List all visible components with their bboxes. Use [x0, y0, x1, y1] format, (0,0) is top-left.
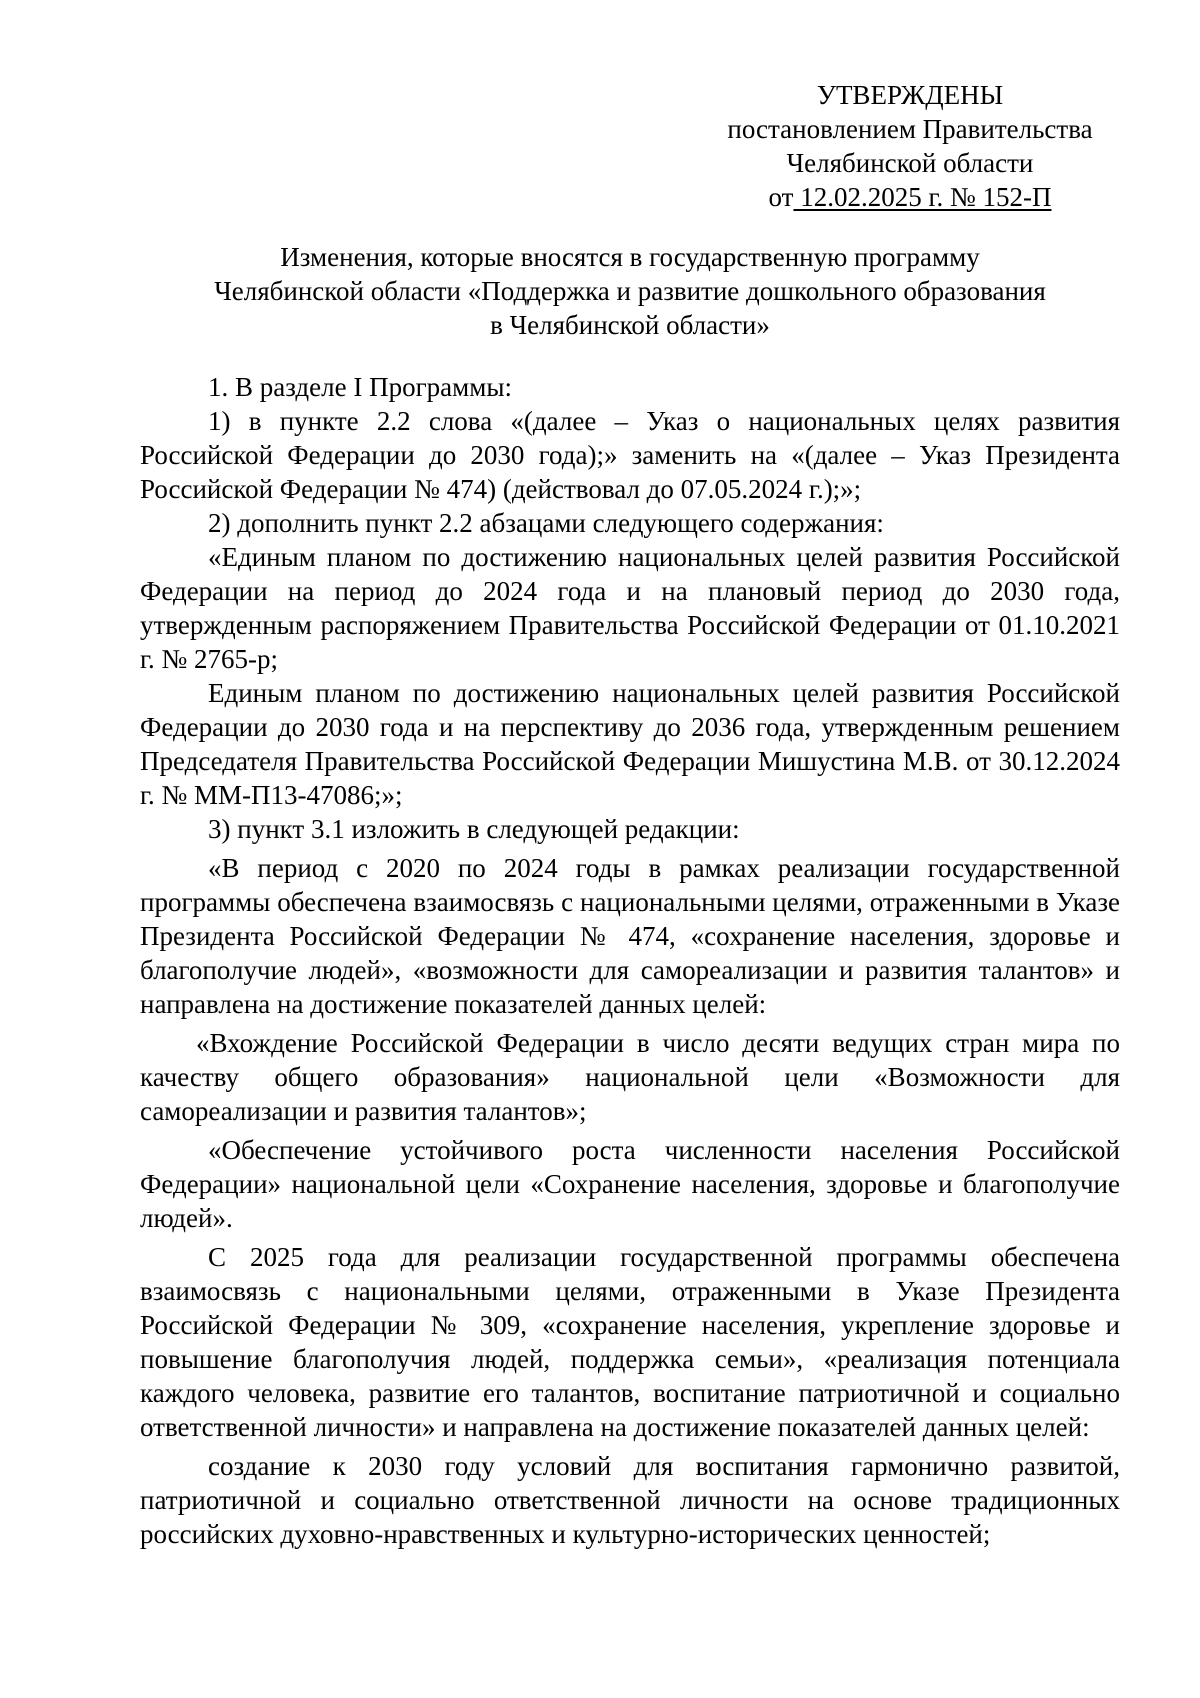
- approval-date-prefix: от: [768, 182, 794, 212]
- approval-stamp: [700, 78, 1120, 214]
- paragraph-since-2025: С 2025 года для реализации государственной программы обеспечена взаимосвязь с национальными целями, отраженными в Указе Президента Российской Федерации № 309, «сохранение населения, укрепление здоровье и повышение благополучия людей, поддержка семьи», «реализация потенциала каждого человека, развитие его талантов, воспитание патриотичной и социально ответственной личности» и направлена на достижение показателей данных целей:: [140, 1242, 1120, 1442]
- paragraph-quote-plan-2024: «Единым планом по достижению национальных целей развития Российской Федерации на период до 2024 года и на плановый период до 2030 года, утвержденным распоряжением Правительства Российской Федерации от 01.10.2021 г. № 2765-р;: [140, 542, 1120, 674]
- paragraph-quote-plan-2030: Единым планом по достижению национальных целей развития Российской Федерации до 2030 года и на перспективу до 2036 года, утвержденным решением Председателя Правительства Российской Федерации Мишустина М.В. от 30.12.2024 г. № ММ-П13-47086;»;: [140, 678, 1120, 810]
- paragraph-goal-personality: создание к 2030 году условий для воспитания гармонично развитой, патриотичной и социально ответственной личности на основе традиционных российских духовно-нравственных и культурно-исторических ценностей;: [140, 1451, 1120, 1549]
- title-line-3: в Челябинской области»: [490, 310, 770, 340]
- title-line-2: Челябинской области «Поддержка и развитие дошкольного образования: [214, 276, 1046, 306]
- approval-date: 12.02.2025 г. № 152-П: [793, 182, 1052, 212]
- paragraph-period-2020-2024: «В период с 2020 по 2024 годы в рамках реализации государственной программы обеспечена взаимосвязь с национальными целями, отраженными в Указе Президента Российской Федерации № 474, «сохранение населения, здоровье и благополучие людей», «возможности для самореализации и развития талантов» и направлена на достижение показателей данных целей:: [140, 853, 1120, 1019]
- document-title: [140, 240, 1120, 342]
- paragraph-item-2: 2) дополнить пункт 2.2 абзацами следующего содержания:: [208, 508, 884, 538]
- paragraph-item-3: 3) пункт 3.1 изложить в следующей редакции:: [208, 814, 740, 844]
- approval-line-1: постановлением Правительства: [727, 114, 1093, 144]
- approval-date-line: [769, 180, 1052, 214]
- document-body: [140, 370, 1120, 1551]
- paragraph-goal-education: «Вхождение Российской Федерации в число десяти ведущих стран мира по качеству общего образования» национальной цели «Возможности для самореализации и развития талантов»;: [140, 1028, 1120, 1126]
- title-line-1: Изменения, которые вносятся в государственную программу: [280, 242, 980, 272]
- paragraph-section-1: 1. В разделе I Программы:: [208, 372, 512, 402]
- approval-heading: УТВЕРЖДЕНЫ: [816, 80, 1004, 110]
- paragraph-goal-population: «Обеспечение устойчивого роста численности населения Российской Федерации» национальной цели «Сохранение населения, здоровье и благополучие людей».: [140, 1135, 1120, 1233]
- approval-line-2: Челябинской области: [786, 148, 1034, 178]
- paragraph-item-1: 1) в пункте 2.2 слова «(далее – Указ о национальных целях развития Российской Федерации до 2030 года);» заменить на «(далее – Указ Президента Российской Федерации № 474) (действовал до 07.05.2024 г.);»;: [140, 406, 1120, 504]
